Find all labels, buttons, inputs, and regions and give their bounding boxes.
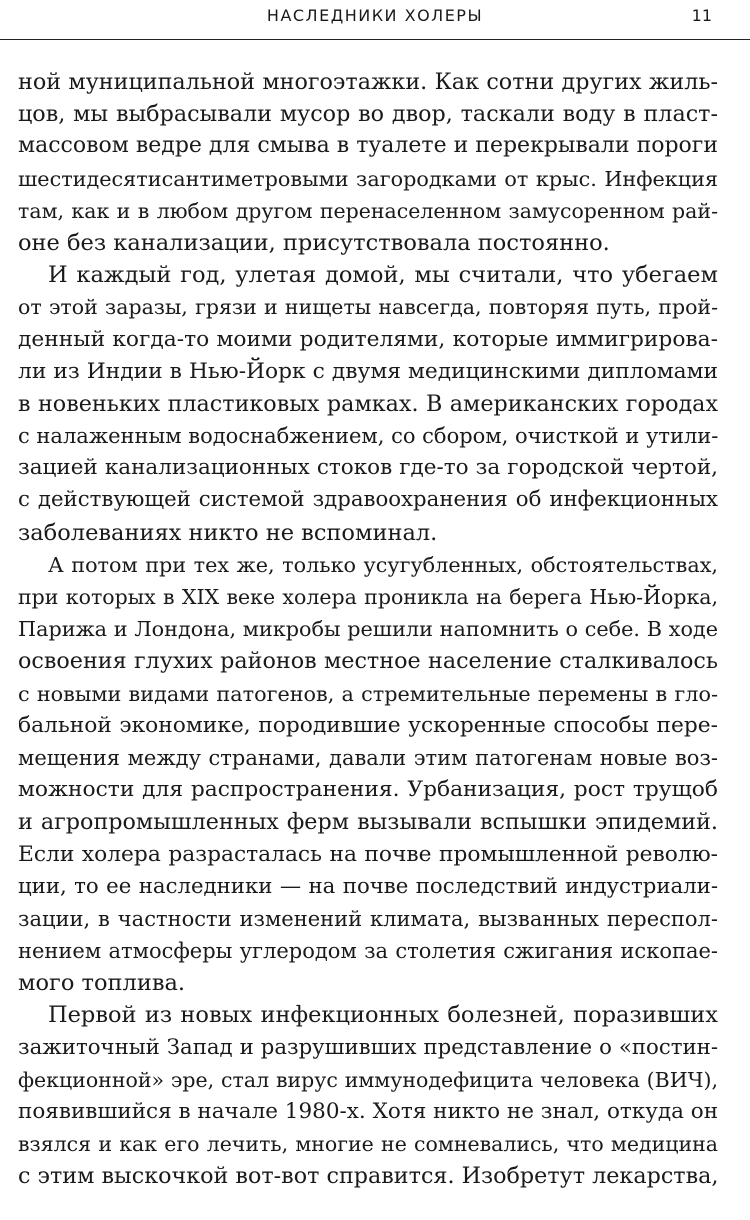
- text-line: денный когда-то моими родителями, которые иммигрирова-: [18, 326, 718, 352]
- text-line: И каждый год, улетая домой, мы считали, что убегаем: [48, 262, 718, 289]
- text-line: с действующей системой здравоохранения об инфекционных: [18, 487, 718, 513]
- text-line: зации, в частности изменений климата, вызванных переспол-: [18, 906, 718, 931]
- text-line: от этой заразы, грязи и нищеты навсегда, повторяя путь, прой-: [18, 295, 718, 320]
- text-line: с новыми видами патогенов, а стремительные перемены в гло-: [18, 681, 718, 706]
- text-line: там, как и в любом другом перенаселенном замусоренном рай-: [18, 198, 718, 223]
- text-line: появившийся в начале 1980-х. Хотя никто не знал, откуда он: [18, 1099, 719, 1124]
- text-line: заболеваниях никто не вспоминал.: [18, 519, 438, 546]
- text-line: Первой из новых инфекционных болезней, поразивших: [48, 1002, 718, 1029]
- text-line: ной муниципальной многоэтажки. Как сотни других жиль-: [18, 69, 718, 95]
- text-line: освоения глухих районов местное население сталкивалось: [18, 648, 718, 675]
- text-line: с этим выскочкой вот-вот справится. Изобретут лекарства,: [18, 1163, 719, 1190]
- text-line: и агропромышленных ферм вызывали вспышки эпидемий.: [18, 809, 718, 836]
- text-line: цов, мы выбрасывали мусор во двор, таскали воду в пласт-: [18, 101, 718, 128]
- text-line: оне без канализации, присутствовала постоянно.: [18, 229, 610, 256]
- text-line: взялся и как его лечить, многие не сомневались, что медицина: [18, 1132, 718, 1157]
- running-title: НАСЛЕДНИКИ ХОЛЕРЫ: [266, 6, 484, 25]
- text-line: шестидесятисантиметровыми загородками от крыс. Инфекция: [18, 166, 718, 191]
- text-line: ции, то ее наследники — на почве последствий индустриали-: [18, 873, 718, 899]
- text-line: фекционной» эре, стал вирус иммунодефицита человека (ВИЧ),: [18, 1067, 718, 1092]
- text-line: с налаженным водоснабжением, со сбором, очисткой и утили-: [18, 424, 719, 449]
- text-line: нением атмосферы углеродом за столетия сжигания ископае-: [18, 939, 718, 964]
- text-line: в новеньких пластиковых рамках. В американских городах: [18, 390, 718, 417]
- body-text: [18, 66, 718, 1193]
- text-line: при которых в XIX веке холера проникла на берега Нью-Йорка,: [18, 585, 718, 609]
- text-line: А потом при тех же, только усугубленных, обстоятельствах,: [48, 552, 718, 577]
- text-line: мещения между странами, давали этим патогенам новые воз-: [18, 745, 718, 770]
- text-line: бальной экономике, породившие ускоренные способы пере-: [18, 712, 718, 738]
- text-line: можности для распространения. Урбанизация, рост трущоб: [18, 777, 718, 803]
- text-line: зажиточный Запад и разрушивших представление о «постин-: [18, 1034, 718, 1060]
- text-line: массовом ведре для смыва в туалете и перекрывали пороги: [18, 133, 718, 159]
- page-number: 11: [691, 6, 712, 25]
- page-header: [0, 0, 750, 40]
- text-line: ли из Индии в Нью-Йорк с двумя медицинскими дипломами: [18, 358, 718, 384]
- text-line: Если холера разрасталась на почве промышленной револю-: [18, 841, 718, 867]
- text-line: мого топлива.: [18, 970, 186, 997]
- text-line: зацией канализационных стоков где-то за городской чертой,: [18, 455, 718, 481]
- text-line: Парижа и Лондона, микробы решили напомнить о себе. В ходе: [18, 617, 718, 642]
